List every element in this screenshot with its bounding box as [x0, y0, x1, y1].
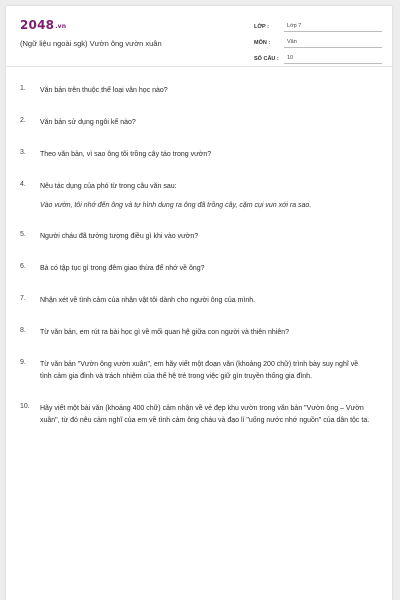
question-number: 3. [20, 149, 26, 156]
logo-tld: .vn [55, 23, 67, 30]
meta-value: Lớp 7 [284, 23, 382, 32]
question-text: Nhận xét về tình cảm của nhân vật tôi dành cho người ông của mình. [40, 297, 256, 304]
question-text: Từ văn bản "Vườn ông vườn xuân", em hãy viết một đoạn văn (khoảng 200 chữ) trình bày suy nghĩ về tình cảm gia đình và trách nhiệm của thế hệ trẻ trong việc giữ gìn truyền thống gia đình. [40, 361, 359, 380]
meta-row-count [254, 50, 382, 64]
question-item [6, 117, 392, 129]
question-item [6, 327, 392, 339]
question-text: Bà có tập tục gì trong đêm giao thừa để nhớ về ông? [40, 265, 205, 272]
question-text: Theo văn bản, vì sao ông tôi trồng cây táo trong vườn? [40, 151, 212, 158]
question-quote: Vào vườn, tôi nhớ đến ông và tự hình dung ra ông đã trồng cây, cặm cụi vun xới ra sao. [40, 202, 312, 209]
question-item [6, 231, 392, 243]
meta-row-subject [254, 34, 382, 48]
meta-value: 10 [284, 55, 382, 64]
meta-label: MÔN : [254, 40, 271, 46]
question-item [6, 359, 392, 383]
worksheet-page [6, 6, 392, 600]
question-item [6, 263, 392, 275]
document-title: (Ngữ liệu ngoài sgk) Vườn ông vườn xuân [20, 39, 162, 48]
question-list [6, 67, 392, 427]
question-number: 7. [20, 295, 26, 302]
question-number: 10. [20, 403, 30, 410]
question-item [6, 403, 392, 427]
question-item [6, 85, 392, 97]
question-number: 9. [20, 359, 26, 366]
question-text: Văn bản sử dụng ngôi kể nào? [40, 119, 136, 126]
question-number: 4. [20, 181, 26, 188]
question-text: Nêu tác dụng của phó từ trong câu văn sau: [40, 183, 177, 190]
site-logo[interactable] [20, 18, 66, 32]
meta-value: Văn [284, 39, 382, 48]
question-number: 8. [20, 327, 26, 334]
logo-number: 2048 [20, 18, 55, 32]
question-number: 6. [20, 263, 26, 270]
meta-label: SỐ CÂU : [254, 56, 279, 62]
meta-row-class [254, 18, 382, 32]
question-item [6, 295, 392, 307]
question-item [6, 149, 392, 161]
question-text: Văn bản trên thuộc thể loại văn học nào? [40, 87, 168, 94]
question-text: Hãy viết một bài văn (khoảng 400 chữ) cảm nhận về vẻ đẹp khu vườn trong văn bản "Vườn ông – Vườn xuân", từ đó nêu cảm nghĩ của em về tình cảm ông cháu và đạo lí "uống nước nhớ nguồn" của dân tộc ta. [40, 405, 370, 424]
meta-info [254, 18, 382, 66]
question-number: 1. [20, 85, 26, 92]
worksheet-header [6, 6, 392, 67]
question-number: 2. [20, 117, 26, 124]
meta-label: LỚP : [254, 24, 269, 30]
question-text: Từ văn bản, em rút ra bài học gì về mối quan hệ giữa con người và thiên nhiên? [40, 329, 290, 336]
question-item [6, 181, 392, 211]
question-text: Người cháu đã tưởng tượng điều gì khi vào vườn? [40, 233, 199, 240]
question-number: 5. [20, 231, 26, 238]
